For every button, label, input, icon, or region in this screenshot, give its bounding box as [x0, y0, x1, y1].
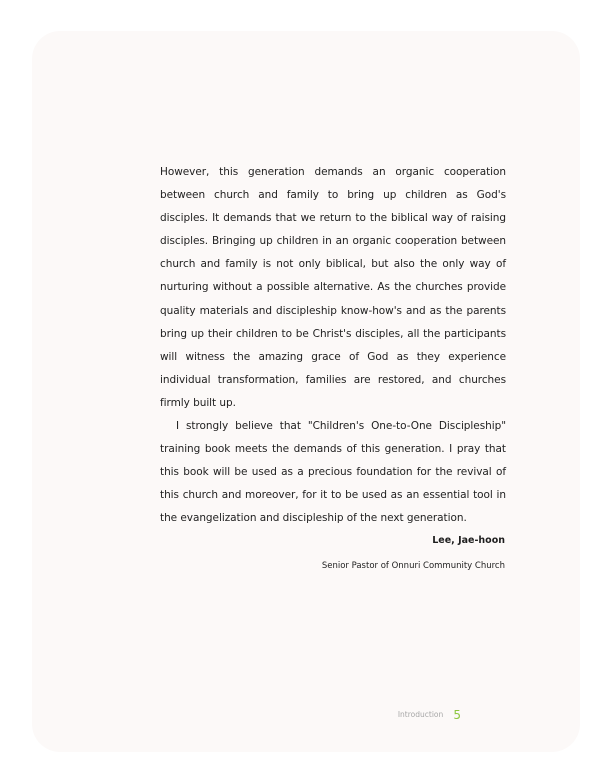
- paragraph-1: However, this generation demands an organic cooperation between church and family to bring up children as God's disciples. It demands that we return to the biblical way of raising disciples. Bringing up children in an organic cooperation between church and family is not only biblical, but also the only way of nurturing without a possible alternative. As the churches provide quality materials and discipleship know-how's and as the parents bring up their children to be Christ's disciples, all the participants will witness the amazing grace of God as they experience individual transformation, families are restored, and churches firmly built up.: [160, 166, 506, 409]
- page-footer: [398, 704, 461, 723]
- signature-title: Senior Pastor of Onnuri Community Church: [321, 561, 505, 571]
- body-text: [160, 161, 506, 531]
- paragraph-2: I strongly believe that "Children's One-to-One Discipleship" training book meets the demands of this generation. I pray that this book will be used as a precious foundation for the revival of this church and moreover, for it to be used as an essential tool in the evangelization and discipleship of the next generation.: [160, 420, 506, 525]
- signature-name: Lee, Jae-hoon: [432, 535, 505, 546]
- footer-section-label: Introduction: [397, 710, 444, 719]
- signature-block: [245, 534, 505, 572]
- page-number: 5: [453, 707, 461, 722]
